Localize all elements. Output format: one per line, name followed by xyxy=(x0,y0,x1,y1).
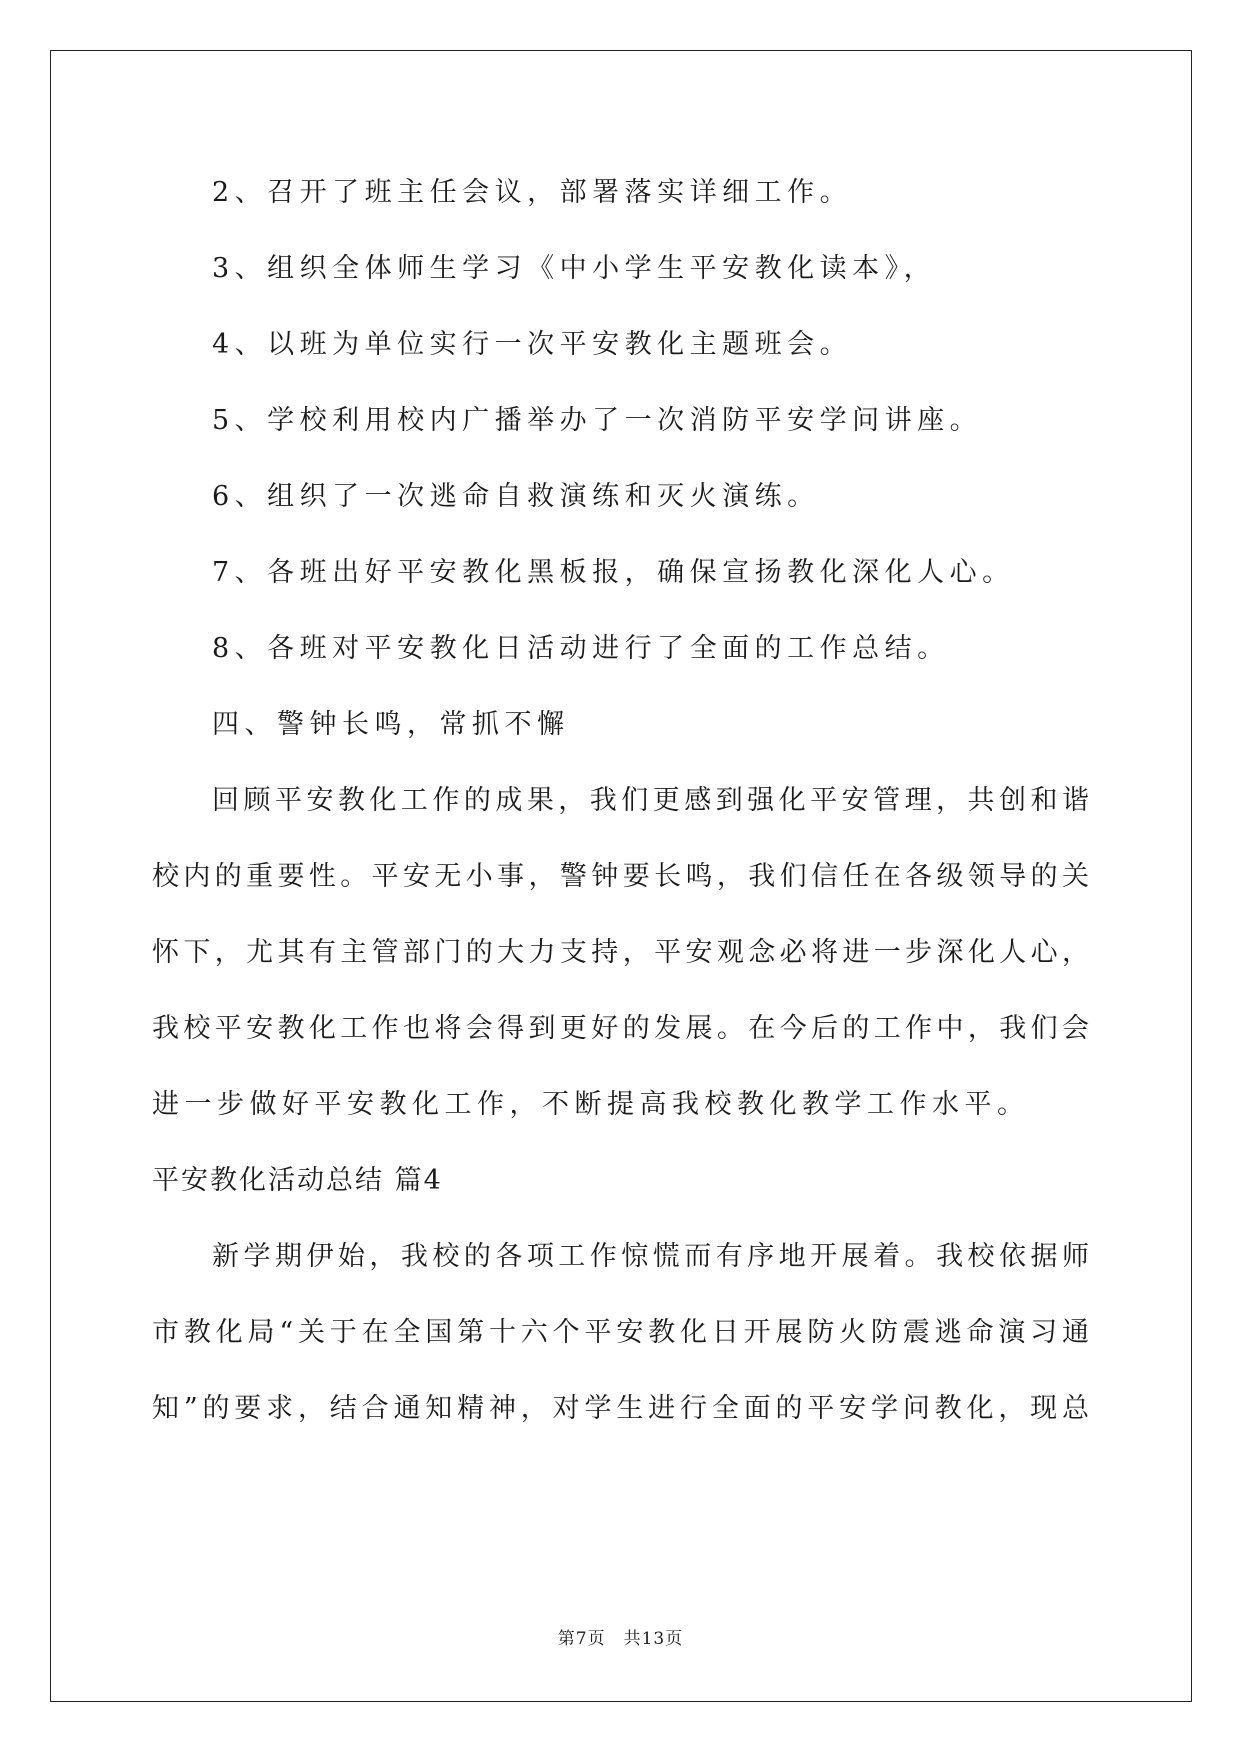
paragraph-line: 怀下，尤其有主管部门的大力支持，平安观念必将进一步深化人心， xyxy=(152,937,1092,968)
paragraph-line: 知”的要求，结合通知精神，对学生进行全面的平安学问教化，现总 xyxy=(152,1393,1092,1424)
paragraph-line: 进一步做好平安教化工作，不断提高我校教化教学工作水平。 xyxy=(152,1089,1030,1120)
paragraph-line: 回顾平安教化工作的成果，我们更感到强化平安管理，共创和谐 xyxy=(212,785,1092,816)
list-item-5: 5、学校利用校内广播举办了一次消防平安学问讲座。 xyxy=(212,405,983,436)
paragraph-line: 新学期伊始，我校的各项工作惊慌而有序地开展着。我校依据师 xyxy=(212,1241,1092,1272)
list-item-3: 3、组织全体师生学习《中小学生平安教化读本》， xyxy=(212,253,937,284)
paragraph-line: 市教化局“关于在全国第十六个平安教化日开展防火防震逃命演习通 xyxy=(152,1317,1092,1348)
page-number: 第7页 共13页 xyxy=(557,1629,684,1649)
list-item-7: 7、各班出好平安教化黑板报，确保宣扬教化深化人心。 xyxy=(212,557,1015,588)
article-title: 平安教化活动总结 篇4 xyxy=(152,1165,443,1196)
list-item-2: 2、召开了班主任会议，部署落实详细工作。 xyxy=(212,177,853,208)
list-item-8: 8、各班对平安教化日活动进行了全面的工作总结。 xyxy=(212,633,950,664)
paragraph-line: 我校平安教化工作也将会得到更好的发展。在今后的工作中，我们会 xyxy=(152,1013,1092,1044)
section-heading: 四、警钟长鸣，常抓不懈 xyxy=(212,709,570,740)
paragraph-line: 校内的重要性。平安无小事，警钟要长鸣，我们信任在各级领导的关 xyxy=(152,861,1092,892)
list-item-4: 4、以班为单位实行一次平安教化主题班会。 xyxy=(212,329,853,360)
list-item-6: 6、组织了一次逃命自救演练和灭火演练。 xyxy=(212,481,820,512)
